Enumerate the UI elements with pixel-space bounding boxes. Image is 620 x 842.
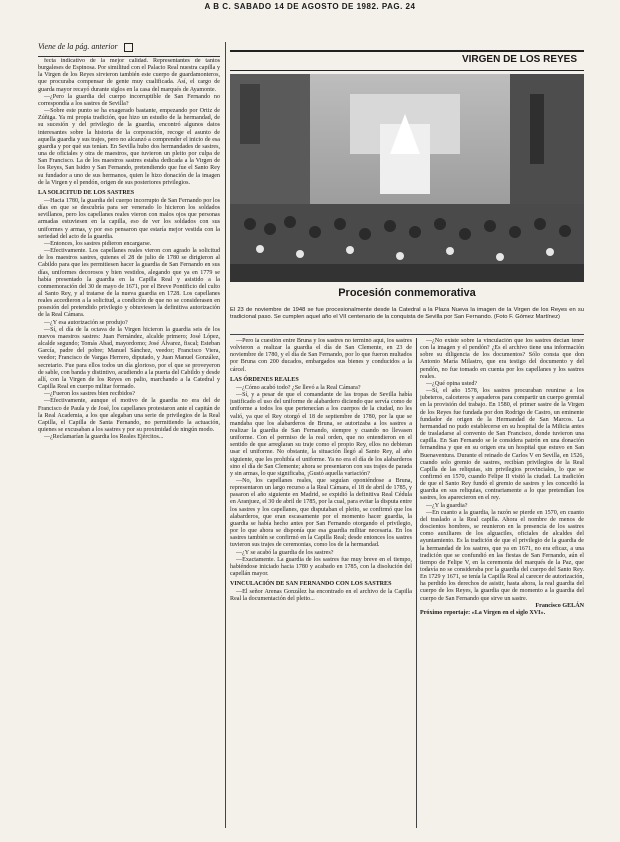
column-divider-1	[225, 42, 226, 828]
continuation-text: Viene de la pág. anterior	[38, 42, 118, 51]
paragraph: —¿Y esa autorización se produjo?	[44, 319, 128, 326]
section-title: VIRGEN DE LOS REYES	[459, 54, 580, 65]
paragraph: —¿Pero la guardia del cuerpo incorruptible de San Fernando no correspondía a los sastres de Sevilla?	[38, 93, 220, 107]
paragraph: —¿Y se acabó la guardia de los sastres?	[236, 549, 334, 556]
next-article-note: Próximo reportaje: «La Virgen en el siglo XVI».	[420, 609, 546, 616]
paragraph: —Sobre este punto se ha exagerado bastante, empezando por Ortiz de Zúñiga. Ya mi propia tradición, que hizo un estudio de la hermandad, de su sucesión y del privilegio de la guardia, encontró algunos datos interesantes sobre la historia de la corporación, recoge el asunto de aquella guardia y sus trajes, pero no alcanzó a comprender el inicio de esa guardia y por qué sus tenían. En Sevilla hubo dos hermandades de sastres, una de oficiales y otra de maestros, que tuvieron un pleito por culpa de San Francisco. La de los maestros sastres estaba dedicada a la Virgen de los Reyes, San Isidro y San Fernando, pretendiendo que fue el Santo Rey su fundador a uno de sus hermanos, quien le hizo donación de la imagen de la Virgen y el pendón, origen de sus posteriores privilegios.	[38, 108, 220, 186]
paragraph: —¿Y la guardia?	[426, 502, 468, 509]
section-header	[230, 50, 584, 71]
paragraph: —En cuanto a la guardia, la razón se pierde en 1570, en cuanto del traslado a la Real capilla. Ahora el nombre de menos de doscientos hombres, se reunieron en la presencia de los sastres como auxiliares de los alguaciles, oficiales de alcaldes del ayuntamiento. Es la tradición de que el privilegio de la guardia de la hermandad de los sastres, que ya en 1671, no era eficaz, a una tradición que se confundió en las fiestas de San Fernando, aún el tiempo de Felipe V, en la ceremonia del marqués de la Paz, que todavía no se consideraba por la guardia del cuerpo del Santo Rey. En 1729 y 1671, se tenía la Capilla Real al carecer de autorización, ha perdido los derechos de asistir, hasta ahora, la real guardia del cuerpo de los Reyes, la guardia que de momento a la guardia del cuerpo de San Fernando que sirve un sastre.	[420, 509, 584, 602]
paragraph: —¿No existe sobre la vinculación que los sastres decían tener con la imagen y el pendón? ¿Es el archivo tiene una información sobre su diligencia de los documentos? Sólo consta que don Antonio María Milastro, que era testigo del documento y del pendón, no fue tomado en cuenta por los capellanes y los sastres reales.	[420, 338, 584, 380]
continuation-label	[38, 42, 220, 57]
author-signature: Francisco GELÁN	[535, 602, 584, 609]
article-column-3	[420, 338, 584, 832]
article-column-1	[38, 58, 220, 842]
paragraph: —El señor Arenas González ha encontrado en el archivo de la Capilla Real la documentación del pleito...	[230, 589, 412, 603]
article-column-2	[230, 338, 412, 832]
subheading: VINCULACIÓN DE SAN FERNANDO CON LOS SASTRES	[230, 581, 392, 588]
paragraph: —Hacia 1780, la guardia del cuerpo incorrupto de San Fernando por los días en que se descubría para ser venerado lo hicieron los soldados sevillanos, pero los capellanes reales vieron con malos ojos que personas armadas estuviesen en la capilla, eso de ver los soldados con sus uniformes y armas, y por eso pensaron que estaría mejor vestida con la seriedad del acto de la guardia.	[38, 197, 220, 240]
paragraph: —¿Fueron los sastres bien recibidos?	[44, 391, 136, 398]
continuation-box-icon	[124, 43, 133, 52]
paragraph: —¿Reclamarían la guardia los Reales Ejércitos...	[44, 434, 164, 441]
procession-photo	[230, 74, 584, 282]
paragraph: —¿Qué opina usted?	[426, 380, 478, 387]
paragraph: —Sí, y a pesar de que el comandante de las tropas de Sevilla había justificado el uso del uniforme de alabardero diciendo que servía como de uniforme a todos los que pertenecían a los cuerpos de la ciudad, no les valió, ya que el Rey otorgó el 18 de septiembre de 1780, por la que se mandaba que los alabarderos de Bruna, se autorizaba a los sastres a realizar la guardia de San Fernando, siempre y cuando no llevasen uniforme. Con el permiso de la real orden, que no entendieron en el sentido de que arreglaran su traje como el propio Rey, ellos no debieran usar el uniforme. No obstante, la situación llegó al Santo Rey, al año siguiente, que les prohibía el uniforme. Ya no era el día de los alabarderos sino el día de San Clemente; ahora se presentaron con sus trajes de parada y sin armas, lo que significaba, ¡Gustó aquella variación?	[230, 392, 412, 477]
paragraph: —Sí, el día de la octava de la Virgen hicieron la guardia seis de los nuevos maestros sastres: Juan Fernández, alcalde primero; José López, alcalde segundo; Tomás Abad, mayordomo; José Álvarez, fiscal; Esteban García, padre del pobre; Manuel Sánchez, veedor; Francisco Viera, veedor; Francisco de Vargas Herrero, diputado, y Juan Manuel González, secretario. Fue para ellos todos un día glorioso, por el que se proveyeron de sable, con banda y distintivo, acudiendo a la puerta del Cabildo y desde allí, con la Virgen de los Reyes en palio, marchando a la Catedral y Capilla Real en cuerpo militar formado.	[38, 326, 220, 391]
paragraph: —No, los capellanes reales, que seguían oponiéndose a Bruna, representaron un largo recurso a la Real Cámara, el 18 de abril de 1785, y pasaron el año siguiente en Madrid, se expidió la definitiva Real Cédula en Aranjuez, el 30 de abril de 1785, por la cual, para evitar la disputa entre los sastres y los capellanes, que disputaban el pleito, se confirmó que los alabarderos, que eran escasamente por el momento hacer guardia, la guardia se había hecho antes por San Fernando otorgando el privilegio, por lo que ahora se disponía que esa guardia militar necesaria. En los sastres también se confirmó en la Capilla Real; desde entonces los sastres tuvieron sus trajes de ceremonias, como los de la hermandad.	[230, 477, 412, 549]
paragraph: —Entonces, los sastres pidieron encargarse.	[44, 240, 152, 247]
column-divider-2	[416, 338, 417, 828]
paragraph: —Efectivamente. Los capellanes reales vieron con agrado la solicitud de los maestros sastres, quienes el 28 de julio de 1780 se dirigieron al Cabildo para que les permitiesen hacer la guardia de San Fernando en sus días, uniformes decorosos y bien vestidos, alegando que ya en 1779 se había presentado la guardia en la Capilla Real y asistido a la conmemoración del 30 de mayo de 1671, por el Breve Pontificio del culto al Santo Rey, y al tratarse de la nueva guardia en 1728. Los capellanes reales accedieron a la solicitud, a condición de que no se considerasen en posesión del pretendido privilegio y obtuviesen la definitiva autorización de la Real Cámara.	[38, 248, 220, 319]
paragraph: fecta indicativo de la mejor calidad. Representantes de tantos burgaleses de Espinosa. Por similitud con el Palacio Real nuestra capilla y la Virgen de los Reyes sirvieron también este cuerpo de guardamonteros, que procuraba compensar de gente muy cualificada. Así, el cargo de guarda mayor recayó durante siglos en la casa del marqués de Ayamonte.	[38, 58, 220, 93]
page-header: A B C. SABADO 14 DE AGOSTO DE 1982. PAG. 24	[204, 2, 416, 11]
paragraph: —¿Cómo acabó todo? ¿Se llevó a la Real Cámara?	[236, 384, 361, 391]
procession-photo-image	[230, 74, 584, 282]
paragraph: —Efectivamente, aunque el motivo de la guardia no era del de Francisco de Paula y de José, los capellanes protestaron ante el capitán de la Real Academia, a los que alegaban una serie de privilegios de la Real Capilla, el Capilla de Santa Fernando, no permitiendo la actuación, quienes se excusaban a los sastres y por su proximidad de ningún modo.	[38, 398, 220, 433]
paragraph: —Sí, el año 1578, los sastres procuraban reunirse a los jubeteros, calceteros y aspaderos para compartir un cuerpo gremial en la provisión del trabajo. En 1580, el primer sastre de la Virgen de los Reyes fue fundada por don Rodrigo de Castro, un eminente fundador de origen de la Hermandad de San Marcos. La hermandad no pudo establecerse en su hospital de la Milicia antes de trasladarse al convento de San Francisco, donde tuvieron una capilla. En San Fernando se le considera patrón en una donación fernandina y que en su origen era un hospital que estuvo en San Buenaventura. Durante el reinado de Carlos V en Sevilla, en 1526, cuando solo gremio de sastres, recibían privilegios de la Real Capilla de las reliquias, sin privilegios provinciales, lo que se confirmó en 1570, cuando Felipe II visitó la ciudad. La tradición de que el Santo Rey fundó el gremio de sastres y les concedió la guardia en sus reliquias, contrariamente a lo que pretendían los sastres, los aparecieron en el rey.	[420, 388, 584, 502]
paragraph: —Pero la cuestión entre Bruna y los sastres no terminó aquí, los sastres volvieron a realizar la guardia el día de San Clemente, en 23 de noviembre de 1780, y el día de San Fernando, por lo que fueron multados por Bruna con 200 ducados, embargados sus bienes y conducidos a la cárcel.	[230, 338, 412, 373]
caption-divider	[230, 334, 584, 335]
paragraph: —Exactamente. La guardia de los sastres fue muy breve en el tiempo, habiéndose iniciado hacia 1780 y acabado en 1785, con la disolución del capellán mayor.	[230, 556, 412, 577]
subheading: LA SOLICITUD DE LOS SASTRES	[38, 189, 135, 196]
subheading: LAS ÓRDENES REALES	[230, 376, 299, 383]
photo-caption: El 23 de noviembre de 1948 se fue procesionalmente desde la Catedral a la Plaza Nueva la imagen de la Virgen de los Reyes en su tradicional paso. Se cumplen aquel año el VII centenario de la conquista de Sevilla por San Fernando. (Foto F. Gómez Martínez)	[230, 307, 584, 320]
photo-title: Procesión conmemorativa	[338, 287, 476, 299]
